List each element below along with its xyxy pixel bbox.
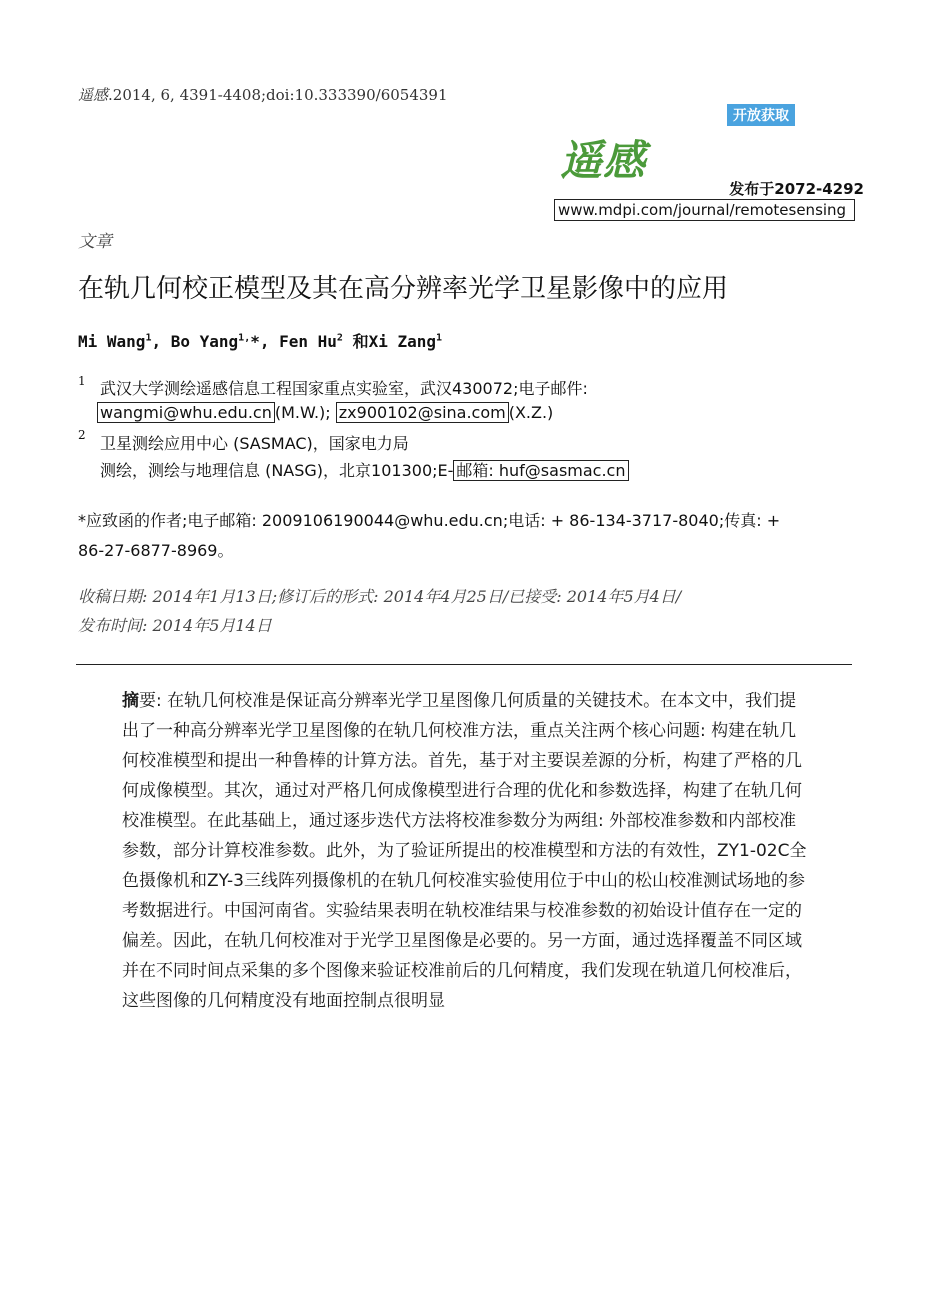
affiliation-marker: 1 (436, 332, 443, 344)
email-link[interactable]: 邮箱: huf@sasmac.cn (453, 460, 628, 481)
journal-logo: 遥感 (560, 136, 647, 185)
affiliation-number: 2 (78, 428, 86, 442)
affiliation-text: 武汉大学测绘遥感信息工程国家重点实验室，武汉430072;电子邮件: (100, 379, 588, 398)
author-name: Mi Wang (78, 332, 146, 351)
author-name: Bo Yang (170, 332, 239, 351)
affiliation-marker: 1 (145, 332, 152, 344)
dates-published: 发布时间: 2014年5月14日 (78, 616, 272, 635)
citation-line (78, 84, 448, 105)
author-separator: , (259, 332, 280, 351)
abstract (122, 686, 812, 1016)
affiliation-marker: 1, (238, 332, 251, 344)
email-owner: (X.Z.) (508, 403, 554, 422)
abstract-label-rest: 要: (139, 691, 168, 711)
affiliation-number: 1 (78, 374, 86, 388)
section-divider (76, 664, 852, 665)
affiliation-text: 卫星测绘应用中心 (SASMAC)，国家电力局 (100, 434, 409, 453)
paper-title: 在轨几何校正模型及其在高分辨率光学卫星影像中的应用 (78, 274, 729, 304)
citation-details: .2014, 6, 4391-4408;doi:10.333390/6054391 (108, 86, 448, 104)
author-name: Xi Zang (368, 332, 437, 351)
journal-name-italic: 遥感 (78, 86, 109, 104)
affiliation-emails (97, 403, 553, 422)
affiliation-address: 测绘，测绘与地理信息 (NASG)，北京101300;E- (100, 461, 454, 480)
article-type: 文章 (78, 232, 112, 252)
author-separator: , (151, 332, 171, 351)
dates-received-revised-accepted: 收稿日期: 2014年1月13日;修订后的形式: 2014年4月25日/已接受: 2014年5月4日/ (78, 587, 682, 606)
author-list (78, 329, 442, 352)
journal-url-link[interactable]: www.mdpi.com/journal/remotesensing (554, 199, 855, 221)
affiliation-marker: 2 (336, 332, 343, 344)
issn: 发布于2072-4292 (729, 180, 864, 198)
abstract-label: 摘 (122, 691, 139, 711)
email-link[interactable]: zx900102@sina.com (336, 402, 509, 423)
email-owner: (M.W.); (274, 403, 331, 422)
open-access-badge: 开放获取 (727, 104, 795, 126)
publication-dates (78, 582, 798, 640)
abstract-text: 在轨几何校准是保证高分辨率光学卫星图像几何质量的关键技术。在本文中，我们提出了一种高分辨率光学卫星图像的在轨几何校准方法，重点关注两个核心问题: 构建在轨几何校准模型和提出一种鲁棒的计算方法。首先，基于对主要误差源的分析，构建了严格的几何成像模型。其次，通过对严格几何成像模型进行合理的优化和参数选择，构建了在轨几何校准模型。在此基础上，通过逐步迭代方法将校准参数分为两组: 外部校准参数和内部校准参数，部分计算校准参数。此外，为了验证所提出的校准模型和方法的有效性，ZY1-02C全色摄像机和ZY-3三线阵列摄像机的在轨几何校准实验使用位于中山的松山校准测试场地的参考数据进行。中国河南省。实验结果表明在轨校准结果与校准参数的初始设计值存在一定的偏差。因此，在轨几何校准对于光学卫星图像是必要的。另一方面，通过选择覆盖不同区域并在不同时间点采集的多个图像来验证校准前后的几何精度，我们发现在轨道几何校准后，这些图像的几何精度没有地面控制点很明显 (122, 691, 807, 1011)
author-name: Fen Hu (279, 332, 337, 351)
affiliation-text (100, 458, 629, 481)
author-conjunction: 和 (342, 332, 369, 351)
correspondence-note: *应致函的作者;电子邮箱: 2009106190044@whu.edu.cn;电话: + 86-134-3717-8040;传真: + 86-27-6877-8969。 (78, 511, 781, 560)
email-link[interactable]: wangmi@whu.edu.cn (97, 402, 275, 423)
corresponding-author-star: * (250, 332, 260, 351)
